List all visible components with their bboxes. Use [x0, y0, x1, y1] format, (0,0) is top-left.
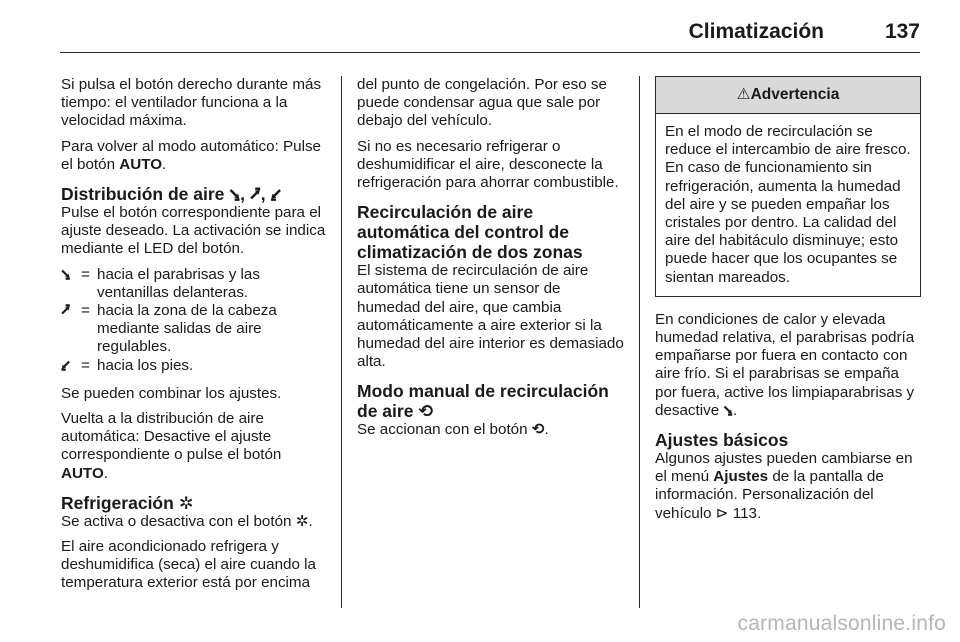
warning-icon: ⚠: [736, 85, 751, 103]
paragraph: del punto de congelación. Por eso se puede condensar agua que sale por debajo del vehículo.: [357, 76, 607, 130]
paragraph: En condiciones de calor y elevada humedad relativa, el parabrisas podría empañarse por fuera en contacto con aire frío. Si el parabrisas se empaña por fuera, active los limpiaparabrisas y desactive ⭸.: [655, 310, 915, 419]
paragraph: Vuelta a la distribución de aire automática: Desactive el ajuste correspondiente o pulse el botón AUTO.: [61, 410, 282, 482]
list-item: ⭸ = hacia el parabrisas y las ventanillas delanteras.: [61, 265, 260, 301]
windshield-icon: ⭸: [61, 265, 71, 283]
list-item: ⭷ = hacia la zona de la cabeza mediante salidas de aire regulables.: [61, 302, 277, 356]
paragraph: Si pulsa el botón derecho durante más tiempo: el ventilador funciona a la velocidad máxima.: [61, 76, 322, 130]
heading-distribucion: Distribución de aire ⭸, ⭷, ⭹: [61, 184, 282, 205]
paragraph: Para volver al modo automático: Pulse el botón AUTO.: [61, 137, 322, 173]
air-distribution-icons: ⭸, ⭷, ⭹: [229, 184, 282, 205]
column-1: [61, 76, 327, 600]
ajustes-menu-ref: Ajustes: [713, 468, 769, 486]
warning-box: [655, 76, 921, 297]
list-item: ⭹ = hacia los pies.: [61, 356, 194, 374]
paragraph: Se activa o desactiva con el botón ✲.: [61, 512, 313, 530]
head-airflow-icon: ⭷: [61, 302, 71, 320]
snowflake-icon: ✲: [295, 512, 309, 530]
page-number: 137: [884, 20, 920, 43]
recirculation-icon: ⟲: [531, 421, 545, 439]
heading-recirculacion-manual: Modo manual de recirculación de aire ⟲: [357, 381, 609, 422]
section-title: Climatización: [688, 20, 824, 43]
snowflake-icon: ✲: [178, 492, 194, 513]
page-header: [60, 18, 920, 53]
windshield-icon: ⭸: [723, 401, 733, 419]
auto-button-ref: AUTO: [119, 155, 163, 173]
column-divider: [639, 76, 640, 608]
column-2: [357, 76, 625, 447]
feet-airflow-icon: ⭹: [61, 356, 71, 374]
air-mode-list: [61, 266, 327, 375]
heading-recirculacion-automatica: Recirculación de aire automática del control de climatización de dos zonas: [357, 202, 583, 263]
column-3: [655, 76, 921, 530]
recirculation-icon: ⟲: [418, 401, 433, 422]
column-divider: [341, 76, 342, 608]
warning-title: Advertencia: [750, 85, 840, 103]
paragraph: El aire acondicionado refrigera y deshumidifica (seca) el aire cuando la temperatura exterior está por encima: [61, 538, 316, 592]
heading-ajustes-basicos: Ajustes básicos: [655, 430, 789, 451]
warning-text: En el modo de recirculación se reduce el intercambio de aire fresco. En caso de funcionamiento sin refrigeración, aumenta la humedad del aire y se pueden empañar los cristales por dentro. La calidad del aire del habitáculo disminuye; esto puede hacer que los ocupantes se sientan mareados.: [665, 123, 911, 286]
heading-refrigeracion: Refrigeración ✲: [61, 492, 194, 513]
page-reference-link[interactable]: 113.: [728, 504, 762, 522]
paragraph: Algunos ajustes pueden cambiarse en el menú Ajustes de la pantalla de información. Personalización del vehículo ⊳ 113.: [655, 450, 913, 522]
paragraph: Si no es necesario refrigerar o deshumidificar el aire, desconecte la refrigeración para ahorrar combustible.: [357, 137, 619, 192]
paragraph: El sistema de recirculación de aire automática tiene un sensor de humedad del aire, que cambia automáticamente a aire exterior si la humedad del aire interior es demasiado alta.: [357, 262, 624, 371]
page-reference-icon: ⊳: [715, 504, 729, 522]
watermark: carmanualsonline.info: [737, 612, 946, 635]
auto-button-ref: AUTO: [61, 464, 104, 482]
warning-header: [656, 77, 920, 114]
paragraph: Se pueden combinar los ajustes.: [61, 384, 282, 402]
paragraph: Se accionan con el botón ⟲.: [357, 421, 549, 439]
paragraph: Pulse el botón correspondiente para el ajuste deseado. La activación se indica mediante el LED del botón.: [61, 204, 326, 258]
